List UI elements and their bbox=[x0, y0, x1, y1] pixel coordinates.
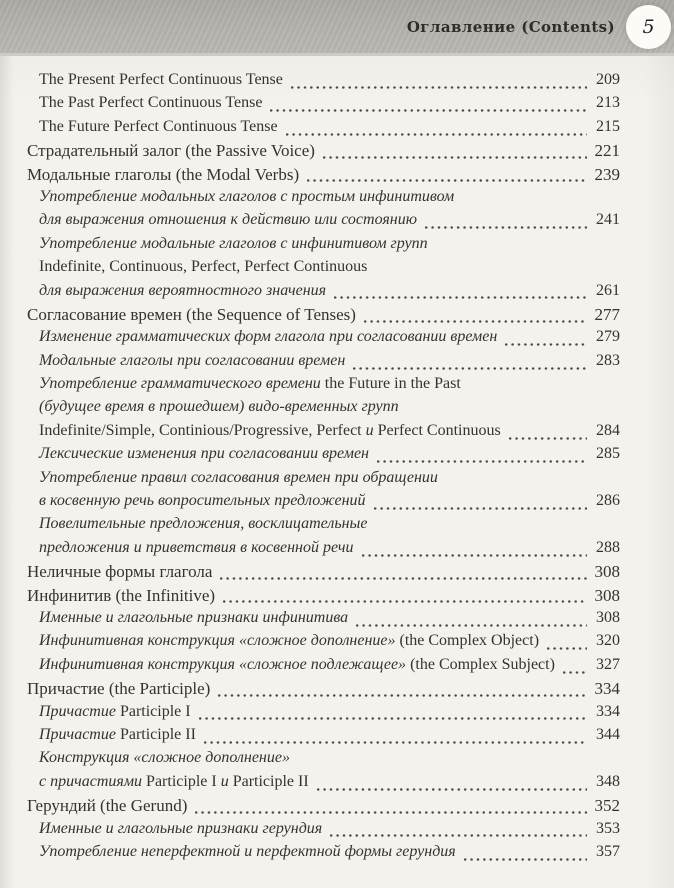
toc-text-segment: the Future in the Past bbox=[324, 375, 461, 393]
toc-text-segment: для выражения вероятностного значения bbox=[39, 281, 327, 299]
toc-entry bbox=[0, 515, 620, 562]
toc-entry-text bbox=[39, 445, 369, 463]
toc-text-segment: Употребление грамматического времени bbox=[39, 375, 325, 393]
dot-leader bbox=[197, 715, 587, 722]
toc-entry-line bbox=[0, 398, 620, 421]
dot-leader bbox=[218, 575, 587, 582]
toc-entry-line bbox=[0, 703, 620, 726]
toc-page-number: 334 bbox=[596, 702, 620, 720]
toc-text-segment: с причастиями bbox=[39, 772, 147, 790]
toc-text-segment: Повелительные предложения, восклицательные bbox=[39, 515, 368, 533]
toc-entry bbox=[0, 328, 620, 351]
toc-entry bbox=[0, 562, 620, 585]
toc-entry-text bbox=[39, 469, 438, 487]
toc-text-segment: Participle I bbox=[146, 772, 221, 790]
toc-entry bbox=[0, 820, 620, 843]
toc-entry-text bbox=[27, 679, 210, 699]
toc-entry-line bbox=[0, 422, 620, 445]
toc-entry-line bbox=[0, 492, 620, 515]
toc-entry-line bbox=[0, 726, 620, 749]
toc-page-number: 279 bbox=[596, 328, 620, 346]
dot-leader bbox=[561, 669, 587, 676]
toc-entry-text bbox=[27, 165, 299, 185]
toc-entry bbox=[0, 796, 620, 819]
toc-entry bbox=[0, 71, 620, 94]
toc-entry bbox=[0, 679, 620, 702]
toc-entry-line bbox=[0, 258, 620, 281]
toc-text-segment: Изменение грамматических форм глагола при согласовании времен bbox=[39, 328, 498, 346]
toc-text-segment: (будущее время в прошедшем) видо-временных групп bbox=[39, 398, 399, 416]
dot-leader bbox=[372, 505, 587, 512]
toc-text-segment: Инфинитивная конструкция «сложное дополнение» bbox=[39, 632, 400, 650]
toc-text-segment: Употребление модальные глаголов с инфинитивом групп bbox=[39, 234, 428, 252]
toc-entry-line bbox=[0, 141, 620, 164]
toc-entry-text bbox=[39, 94, 262, 112]
toc-page-number: 239 bbox=[594, 164, 620, 184]
toc-entry-text bbox=[27, 305, 356, 325]
toc-entry-line bbox=[0, 820, 620, 843]
dot-leader bbox=[315, 786, 587, 793]
toc-entry-line bbox=[0, 562, 620, 585]
toc-entry-line bbox=[0, 118, 620, 141]
dot-leader bbox=[375, 458, 587, 465]
toc-page-number: 288 bbox=[596, 538, 620, 556]
toc-entry-text bbox=[39, 773, 309, 791]
toc-entry-text bbox=[27, 141, 315, 161]
toc-page-number: 348 bbox=[596, 772, 620, 790]
toc-entry-text bbox=[39, 703, 191, 721]
toc-text-segment: Indefinite/Simple, Continious/Progressive, Perfect bbox=[39, 421, 366, 439]
toc-page-number: 344 bbox=[596, 725, 620, 743]
toc-entry-line bbox=[0, 609, 620, 632]
toc-text-segment: The Future Perfect Continuous Tense bbox=[39, 117, 278, 135]
toc-page-number: 261 bbox=[596, 281, 620, 299]
toc-entry bbox=[0, 609, 620, 632]
toc-entry-line bbox=[0, 773, 620, 796]
toc-entry-text bbox=[27, 586, 215, 606]
toc-page-number: 283 bbox=[596, 351, 620, 369]
toc-entry-line bbox=[0, 71, 620, 94]
toc-entry-line bbox=[0, 679, 620, 702]
dot-leader bbox=[503, 341, 587, 348]
toc-page-number: 241 bbox=[596, 211, 620, 229]
toc-entry bbox=[0, 94, 620, 117]
toc-page-number: 277 bbox=[594, 304, 620, 324]
toc-page-number: 308 bbox=[596, 608, 620, 626]
toc-entry-line bbox=[0, 539, 620, 562]
toc-entry-text bbox=[39, 843, 456, 861]
toc-entry-line bbox=[0, 211, 620, 234]
toc-entry bbox=[0, 703, 620, 726]
toc-entry-line bbox=[0, 328, 620, 351]
dot-leader bbox=[354, 622, 587, 629]
toc-entry-text bbox=[39, 375, 461, 393]
toc-page-number: 320 bbox=[596, 632, 620, 650]
dot-leader bbox=[545, 645, 587, 652]
toc-text-segment: Герундий (the Gerund) bbox=[27, 796, 188, 816]
toc-entry bbox=[0, 749, 620, 796]
dot-leader bbox=[321, 154, 587, 161]
toc-entry-text bbox=[39, 352, 345, 370]
toc-text-segment: Употребление модальных глаголов с простым инфинитивом bbox=[39, 187, 455, 205]
toc-page-number: 215 bbox=[596, 117, 620, 135]
toc-entry-line bbox=[0, 632, 620, 655]
dot-leader bbox=[193, 809, 587, 816]
toc-text-segment: Употребление неперфектной и перфектной формы герундия bbox=[39, 842, 456, 860]
toc-text-segment: Причастие (the Participle) bbox=[27, 679, 211, 699]
page-header bbox=[0, 0, 674, 56]
toc-entry-text bbox=[39, 492, 366, 510]
toc-entry bbox=[0, 118, 620, 141]
toc-entry-line bbox=[0, 469, 620, 492]
toc-page-number: 284 bbox=[596, 421, 620, 439]
toc-entry-text bbox=[39, 328, 497, 346]
toc-text-segment: Indefinite, Continuous, Perfect, Perfect Continuous bbox=[39, 258, 368, 276]
toc-entry bbox=[0, 445, 620, 468]
toc-text-segment: для выражения отношения к действию или состоянию bbox=[39, 211, 418, 229]
toc-entry bbox=[0, 656, 620, 679]
toc-page-number: 357 bbox=[596, 842, 620, 860]
toc-entry-text bbox=[39, 656, 555, 674]
toc-entry-text bbox=[39, 211, 417, 229]
toc-entry bbox=[0, 375, 620, 445]
toc-entry-line bbox=[0, 515, 620, 538]
toc-entry-line bbox=[0, 352, 620, 375]
toc-text-segment: Инфинитивная конструкция «сложное подлежащее» bbox=[39, 655, 411, 673]
toc-entry-text bbox=[39, 726, 196, 744]
toc-text-segment: Конструкция «сложное дополнение» bbox=[39, 749, 290, 767]
dot-leader bbox=[360, 552, 587, 559]
toc-entry-text bbox=[39, 515, 368, 533]
toc-entry-text bbox=[39, 820, 322, 838]
dot-leader bbox=[423, 224, 587, 231]
toc-text-segment: Именные и глагольные признаки герундия bbox=[39, 819, 323, 837]
toc-text-segment: The Present Perfect Continuous Tense bbox=[39, 71, 283, 88]
toc-page-number: 285 bbox=[596, 445, 620, 463]
dot-leader bbox=[284, 131, 587, 138]
dot-leader bbox=[221, 598, 587, 605]
toc-entry-text bbox=[39, 118, 278, 136]
toc-text-segment: Именные и глагольные признаки инфинитива bbox=[39, 608, 349, 626]
dot-leader bbox=[268, 107, 587, 114]
toc-entry-line bbox=[0, 165, 620, 188]
toc-page-number: 327 bbox=[596, 655, 620, 673]
toc-entry-text bbox=[39, 188, 454, 206]
dot-leader bbox=[332, 294, 587, 301]
toc-text-segment: The Past Perfect Continuous Tense bbox=[39, 94, 263, 112]
dot-leader bbox=[216, 692, 587, 699]
toc-text-segment: Лексические изменения при согласовании времен bbox=[39, 445, 369, 463]
toc-text-segment: Страдательный залог (the Passive Voice) bbox=[27, 141, 315, 161]
toc-entry-line bbox=[0, 586, 620, 609]
page-number-badge bbox=[626, 5, 671, 49]
toc-entry-text bbox=[39, 422, 501, 440]
toc-list bbox=[0, 56, 674, 866]
toc-entry bbox=[0, 188, 620, 235]
toc-text-segment: и bbox=[220, 772, 229, 790]
toc-page-number: 221 bbox=[594, 141, 620, 161]
toc-entry-line bbox=[0, 188, 620, 211]
toc-text-segment: (the Complex Object) bbox=[399, 632, 540, 650]
toc-text-segment: Participle II bbox=[119, 725, 196, 743]
toc-entry-text bbox=[27, 796, 187, 816]
header-title: Оглавление (Contents) bbox=[406, 17, 615, 36]
toc-entry-text bbox=[27, 562, 212, 582]
dot-leader bbox=[289, 84, 587, 91]
toc-text-segment: (the Complex Subject) bbox=[410, 655, 555, 673]
toc-entry-line bbox=[0, 843, 620, 866]
toc-entry-text bbox=[39, 71, 283, 89]
toc-text-segment: Причастие bbox=[39, 725, 120, 743]
toc-entry-line bbox=[0, 656, 620, 679]
toc-page-number: 334 bbox=[594, 679, 620, 699]
dot-leader bbox=[507, 435, 587, 442]
toc-entry-line bbox=[0, 375, 620, 398]
toc-entry bbox=[0, 165, 620, 188]
toc-page-number: 308 bbox=[594, 562, 620, 582]
dot-leader bbox=[351, 365, 587, 372]
toc-text-segment: Модальные глаголы (the Modal Verbs) bbox=[27, 164, 300, 184]
dot-leader bbox=[328, 832, 587, 839]
toc-entry bbox=[0, 586, 620, 609]
toc-entry bbox=[0, 305, 620, 328]
toc-entry bbox=[0, 235, 620, 305]
toc-entry-line bbox=[0, 749, 620, 772]
toc-text-segment: Неличные формы глагола bbox=[27, 562, 213, 582]
toc-text-segment: и bbox=[365, 421, 374, 439]
dot-leader bbox=[305, 177, 587, 184]
toc-entry bbox=[0, 469, 620, 516]
toc-entry bbox=[0, 726, 620, 749]
toc-text-segment: Participle II bbox=[228, 772, 309, 790]
toc-entry-line bbox=[0, 445, 620, 468]
toc-entry-text bbox=[39, 539, 354, 557]
toc-page-number: 352 bbox=[594, 796, 620, 816]
toc-entry-text bbox=[39, 632, 539, 650]
toc-entry bbox=[0, 352, 620, 375]
toc-text-segment: Согласование времен (the Sequence of Tenses) bbox=[27, 304, 356, 324]
toc-text-segment: в косвенную речь вопросительных предложений bbox=[39, 492, 366, 510]
toc-entry-line bbox=[0, 282, 620, 305]
toc-entry bbox=[0, 141, 620, 164]
toc-page-number: 286 bbox=[596, 492, 620, 510]
toc-entry-text bbox=[39, 398, 399, 416]
toc-entry bbox=[0, 632, 620, 655]
toc-entry-line bbox=[0, 305, 620, 328]
toc-entry-text bbox=[39, 609, 348, 627]
toc-text-segment: Perfect Continuous bbox=[373, 421, 501, 439]
toc-text-segment: Причастие bbox=[39, 702, 120, 720]
toc-text-segment: Participle I bbox=[119, 702, 191, 720]
toc-page-number: 353 bbox=[596, 819, 620, 837]
dot-leader bbox=[202, 739, 587, 746]
toc-text-segment: Модальные глаголы при согласовании времен bbox=[39, 351, 346, 369]
toc-page-number: 209 bbox=[596, 71, 620, 88]
toc-entry-text bbox=[39, 749, 290, 767]
page-number: 5 bbox=[642, 15, 655, 38]
toc-entry bbox=[0, 843, 620, 866]
toc-entry-text bbox=[39, 235, 428, 253]
toc-entry-text bbox=[39, 282, 326, 300]
dot-leader bbox=[362, 318, 587, 325]
toc-text-segment: Употребление правил согласования времен при обращении bbox=[39, 468, 438, 486]
toc-entry-line bbox=[0, 235, 620, 258]
dot-leader bbox=[462, 856, 587, 863]
toc-text-segment: Инфинитив (the Infinitive) bbox=[27, 585, 216, 605]
toc-entry-text bbox=[39, 258, 367, 276]
toc-entry-line bbox=[0, 796, 620, 819]
toc-page-number: 213 bbox=[596, 94, 620, 112]
toc-entry-line bbox=[0, 94, 620, 117]
toc-text-segment: предложения и приветствия в косвенной речи bbox=[39, 538, 354, 556]
toc-page-number: 308 bbox=[594, 585, 620, 605]
